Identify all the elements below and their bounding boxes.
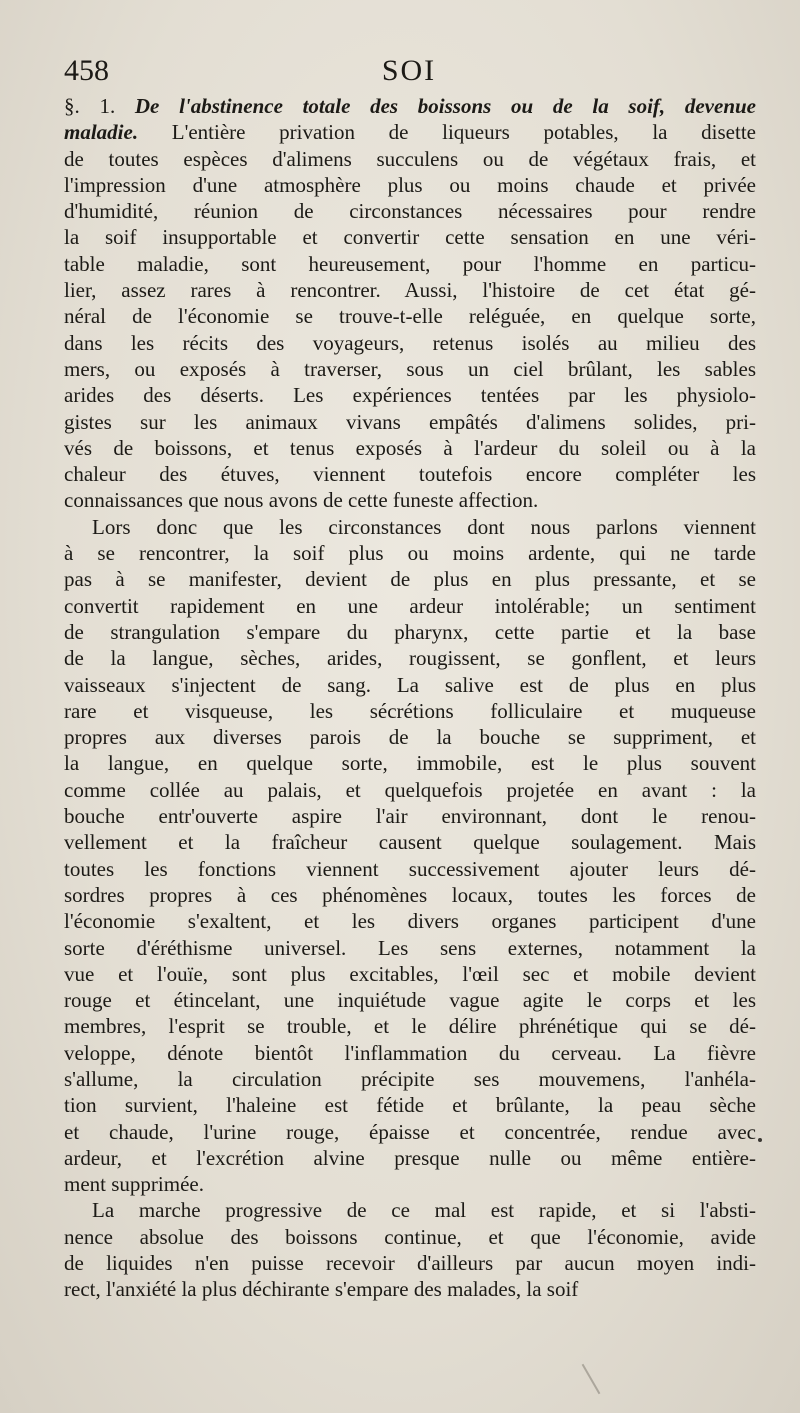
line-text: convertit rapidement en une ardeur intolérable; un sentiment [64, 593, 756, 618]
text-line [64, 619, 756, 645]
text-line [64, 119, 756, 145]
text-line [64, 724, 756, 750]
line-text: sorte d'éréthisme universel. Les sens externes, notamment la [64, 935, 756, 960]
line-text: rect, l'anxiété la plus déchirante s'empare des malades, la soif [64, 1277, 579, 1302]
line-text: bouche entr'ouverte aspire l'air environnant, dont le renou- [64, 804, 756, 829]
text-line [64, 146, 756, 172]
text-line [64, 303, 756, 329]
text-line [64, 224, 756, 250]
text-line [64, 750, 756, 776]
paragraph [64, 1197, 756, 1302]
line-text: de liquides n'en puisse recevoir d'ailleurs par aucun moyen indi- [64, 1251, 756, 1276]
text-line [64, 829, 756, 855]
text-line [64, 935, 756, 961]
text-line [64, 1013, 756, 1039]
text-line [64, 1171, 756, 1197]
line-text: membres, l'esprit se trouble, et le délire phrénétique qui se dé- [64, 1014, 756, 1039]
text-line [64, 356, 756, 382]
line-text: sordres propres à ces phénomènes locaux, toutes les forces de [64, 882, 756, 907]
pencil-mark [582, 1364, 601, 1394]
line-text: nence absolue des boissons continue, et que l'économie, avide [64, 1224, 756, 1249]
line-text: néral de l'économie se trouve-t-elle reléguée, en quelque sorte, [64, 304, 756, 329]
text-line [64, 540, 756, 566]
line-text: ment supprimée. [64, 1172, 204, 1197]
line-text: ardeur, et l'excrétion alvine presque nulle ou même entière- [64, 1145, 756, 1170]
line-text: l'économie s'exaltent, et les divers organes participent d'une [64, 909, 756, 934]
line-text: table maladie, sont heureusement, pour l'homme en particu- [64, 251, 756, 276]
running-title: SOI [381, 54, 437, 87]
line-text: comme collée au palais, et quelquefois projetée en avant : la [64, 777, 756, 802]
line-text: et chaude, l'urine rouge, épaisse et concentrée, rendue avec [64, 1119, 756, 1144]
line-text: vellement et la fraîcheur causent quelque soulagement. Mais [64, 830, 756, 855]
line-text: à se rencontrer, la soif plus ou moins ardente, qui ne tarde [64, 541, 756, 566]
ink-spot [758, 1138, 762, 1142]
line-text: toutes les fonctions viennent successivement ajouter leurs dé- [64, 856, 756, 881]
text-line [64, 461, 756, 487]
line-text: vaisseaux s'injectent de sang. La salive est de plus en plus [64, 672, 756, 697]
text-line [64, 777, 756, 803]
paragraph [64, 514, 756, 1198]
text-line [64, 93, 756, 119]
page-number: 458 [64, 54, 109, 87]
line-text: la soif insupportable et convertir cette sensation en une véri- [64, 225, 756, 250]
text-line [64, 1197, 756, 1223]
line-text: vés de boissons, et tenus exposés à l'ardeur du soleil ou à la [64, 435, 756, 460]
line-text: rare et visqueuse, les sécrétions folliculaire et muqueuse [64, 698, 756, 723]
text-line [64, 698, 756, 724]
line-text: s'allume, la circulation précipite ses mouvemens, l'anhéla- [64, 1066, 756, 1091]
line-text: connaissances que nous avons de cette funeste affection. [64, 488, 539, 513]
line-text: gistes sur les animaux vivans empâtés d'alimens solides, pri- [64, 409, 756, 434]
italic-heading-text: De l'abstinence totale des boissons ou de la soif, devenue [134, 94, 756, 118]
text-line [64, 645, 756, 671]
line-text: la langue, en quelque sorte, immobile, est le plus souvent [64, 751, 756, 776]
text-line [64, 856, 756, 882]
body-text [64, 93, 756, 1303]
text-line [64, 1224, 756, 1250]
text-line [64, 435, 756, 461]
page-header [64, 54, 754, 94]
text-line [64, 1145, 756, 1171]
text-line [64, 672, 756, 698]
text-line [64, 1040, 756, 1066]
line-text: Lors donc que les circonstances dont nous parlons viennent [92, 514, 756, 539]
italic-heading-text: maladie. [64, 120, 139, 145]
line-text: §. 1. [64, 94, 135, 118]
line-text: arides des déserts. Les expériences tentées par les physiolo- [64, 383, 756, 408]
paragraph [64, 93, 756, 514]
text-line [64, 1119, 756, 1145]
text-line [64, 908, 756, 934]
line-text: L'entière privation de liqueurs potables, la disette [138, 120, 756, 145]
line-text: dans les récits des voyageurs, retenus isolés au milieu des [64, 330, 756, 355]
text-line [64, 198, 756, 224]
text-line [64, 1066, 756, 1092]
line-text: d'humidité, réunion de circonstances nécessaires pour rendre [64, 199, 756, 224]
text-line [64, 1250, 756, 1276]
text-line [64, 277, 756, 303]
text-line [64, 593, 756, 619]
line-text: vue et l'ouïe, sont plus excitables, l'œil sec et mobile devient [64, 961, 756, 986]
text-line [64, 566, 756, 592]
text-line [64, 882, 756, 908]
text-line [64, 803, 756, 829]
line-text: mers, ou exposés à traverser, sous un ciel brûlant, les sables [64, 356, 756, 381]
line-text: lier, assez rares à rencontrer. Aussi, l'histoire de cet état gé- [64, 278, 756, 303]
text-line [64, 514, 756, 540]
text-line [64, 1276, 756, 1302]
text-line [64, 961, 756, 987]
text-line [64, 487, 756, 513]
line-text: de la langue, sèches, arides, rougissent, se gonflent, et leurs [64, 646, 756, 671]
text-line [64, 1092, 756, 1118]
line-text: tion survient, l'haleine est fétide et brûlante, la peau sèche [64, 1093, 756, 1118]
text-line [64, 987, 756, 1013]
line-text: l'impression d'une atmosphère plus ou moins chaude et privée [64, 172, 756, 197]
line-text: propres aux diverses parois de la bouche se suppriment, et [64, 725, 756, 750]
line-text: La marche progressive de ce mal est rapide, et si l'absti- [92, 1198, 756, 1223]
line-text: veloppe, dénote bientôt l'inflammation du cerveau. La fièvre [64, 1040, 756, 1065]
text-line [64, 330, 756, 356]
line-text: rouge et étincelant, une inquiétude vague agite le corps et les [64, 988, 756, 1013]
line-text: de toutes espèces d'alimens succulens ou de végétaux frais, et [64, 146, 756, 171]
text-line [64, 251, 756, 277]
line-text: chaleur des étuves, viennent toutefois encore compléter les [64, 462, 756, 487]
line-text: de strangulation s'empare du pharynx, cette partie et la base [64, 619, 756, 644]
text-line [64, 172, 756, 198]
text-line [64, 409, 756, 435]
line-text: pas à se manifester, devient de plus en plus pressante, et se [64, 567, 756, 592]
text-line [64, 382, 756, 408]
